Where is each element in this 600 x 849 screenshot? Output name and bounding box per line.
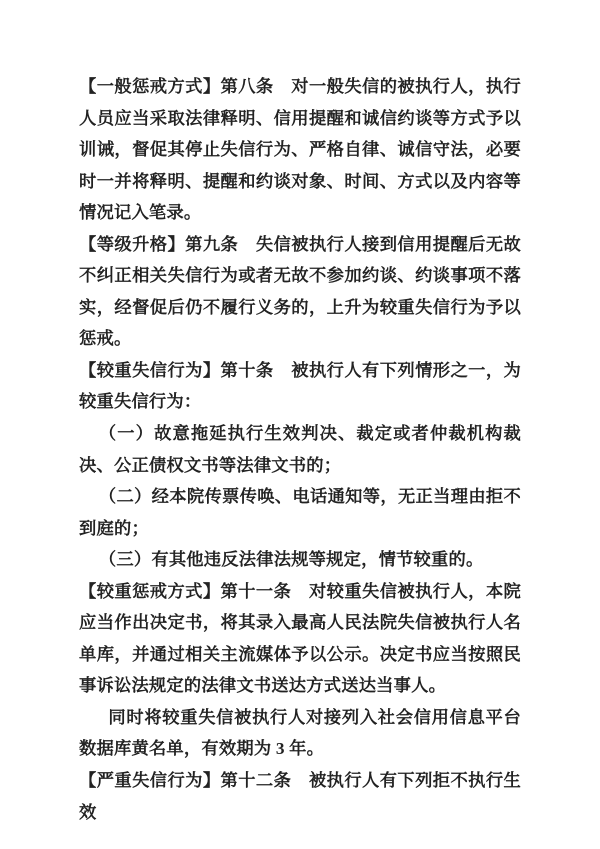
paragraph-article-12: 【严重失信行为】第十二条 被执行人有下列拒不执行生效 [79, 771, 521, 822]
paragraph-article-10-intro: 【较重失信行为】第十条 被执行人有下列情形之一，为较重失信行为： [79, 360, 521, 412]
paragraph-article-11: 【较重惩戒方式】第十一条 对较重失信被执行人，本院应当作出决定书，将其录入最高人民法院失信被执行人名单库，并通过相关主流媒体予以公示。决定书应当按照民事诉讼法规定的法律文书送达方式送达当事人。 [79, 581, 521, 696]
document-body [79, 71, 521, 828]
paragraph-article-9: 【等级升格】第九条 失信被执行人接到信用提醒后无故不纠正相关失信行为或者无故不参加约谈、约谈事项不落实，经督促后仍不履行义务的，上升为较重失信行为予以惩戒。 [79, 234, 521, 349]
paragraph-article-10-item-1: （一）故意拖延执行生效判决、裁定或者仲裁机构裁决、公正债权文书等法律文书的； [79, 424, 521, 475]
paragraph-article-10-item-2: （二）经本院传票传唤、电话通知等，无正当理由拒不到庭的； [79, 487, 521, 538]
paragraph-article-10-item-3: （三）有其他违反法律法规等规定，情节较重的。 [98, 550, 484, 570]
paragraph-article-11-yellow-list: 同时将较重失信被执行人对接列入社会信用信息平台数据库黄名单，有效期为 3 年。 [79, 707, 521, 759]
paragraph-article-8: 【一般惩戒方式】第八条 对一般失信的被执行人，执行人员应当采取法律释明、信用提醒和诚信约谈等方式予以训诫，督促其停止失信行为、严格自律、诚信守法，必要时一并将释明、提醒和约谈对象、时间、方式以及内容等情况记入笔录。 [79, 77, 521, 223]
